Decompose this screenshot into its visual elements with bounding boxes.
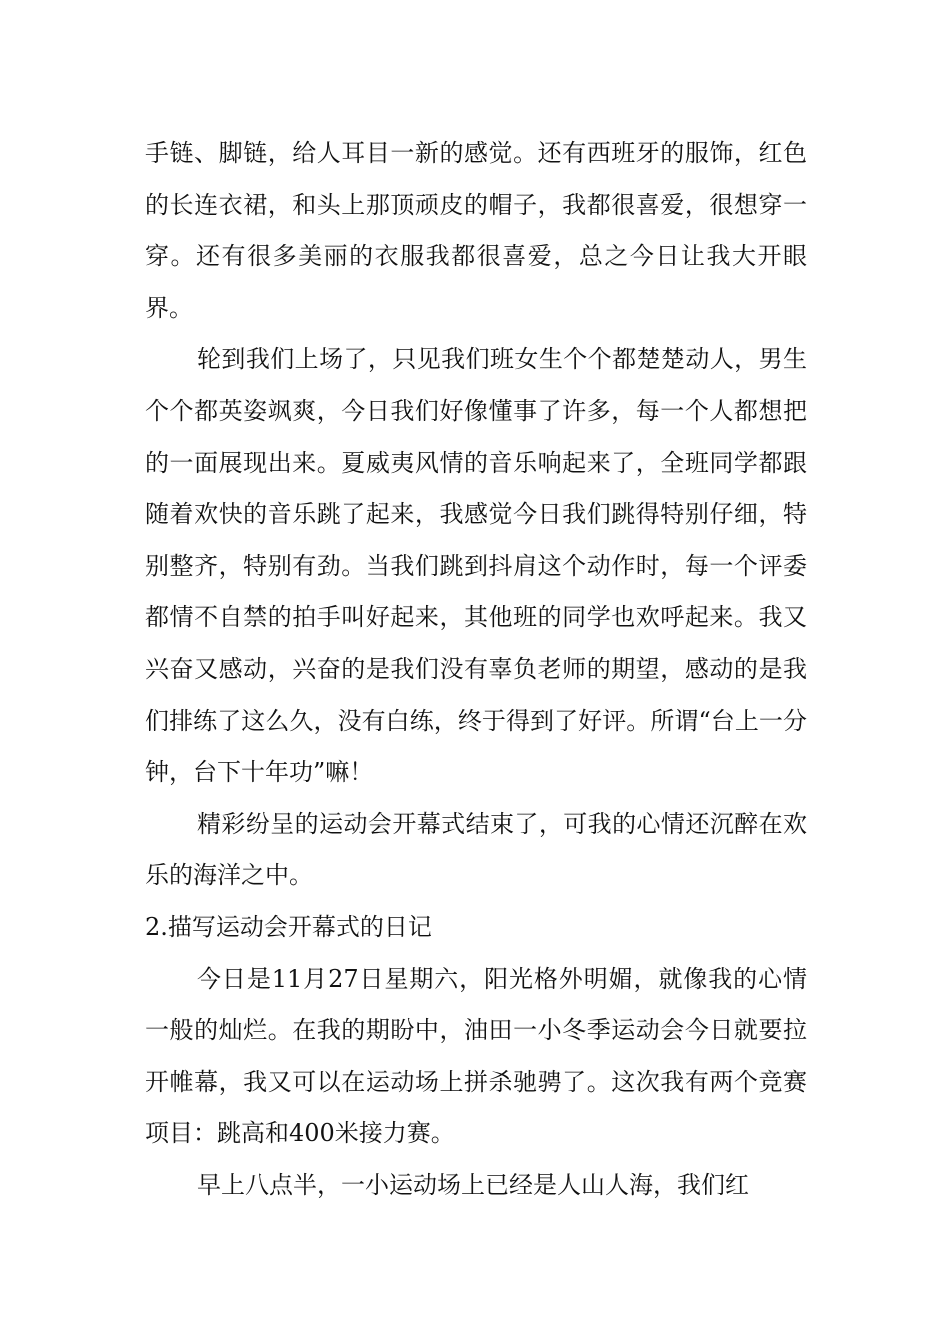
- document-page: [145, 128, 807, 1211]
- paragraph-performance: 轮到我们上场了，只见我们班女生个个都楚楚动人，男生个个都英姿飒爽，今日我们好像懂事了许多，每一个人都想把的一面展现出来。夏威夷风情的音乐响起来了，全班同学都跟随着欢快的音乐跳了起来，我感觉今日我们跳得特别仔细，特别整齐，特别有劲。当我们跳到抖肩这个动作时，每一个评委都情不自禁的拍手叫好起来，其他班的同学也欢呼起来。我又兴奋又感动，兴奋的是我们没有辜负老师的期望，感动的是我们排练了这么久，没有白练，终于得到了好评。所谓“台上一分钟，台下十年功”嘛！: [145, 345, 807, 787]
- paragraph-clothing: 手链、脚链，给人耳目一新的感觉。还有西班牙的服饰，红色的长连衣裙，和头上那顶顽皮的帽子，我都很喜爱，很想穿一穿。还有很多美丽的衣服我都很喜爱，总之今日让我大开眼界。: [145, 139, 807, 322]
- paragraph-morning: 早上八点半，一小运动场上已经是人山人海，我们红: [197, 1170, 749, 1199]
- paragraph-ending: 精彩纷呈的运动会开幕式结束了，可我的心情还沉醉在欢乐的海洋之中。: [145, 809, 807, 890]
- paragraph-date: 今日是11月27日星期六，阳光格外明媚，就像我的心情一般的灿烂。在我的期盼中，油田一小冬季运动会今日就要拉开帷幕，我又可以在运动场上拼杀驰骋了。这次我有两个竞赛项目：跳高和400米接力赛。: [145, 964, 807, 1148]
- section-heading: 2.描写运动会开幕式的日记: [145, 912, 432, 941]
